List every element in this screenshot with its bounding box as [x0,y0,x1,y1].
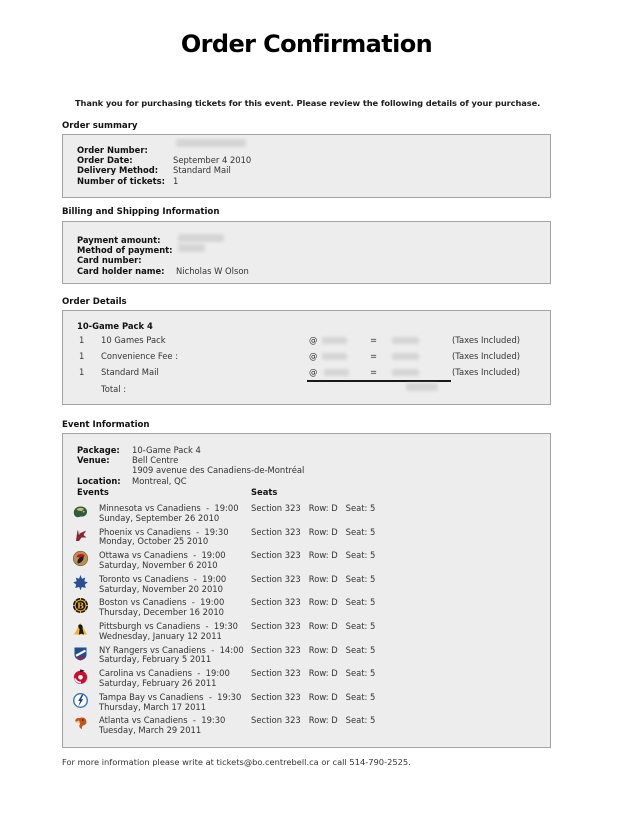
field-value: Montreal, QC [132,475,187,486]
event-date: Saturday, February 26 2011 [99,677,217,688]
ny-rangers-logo-icon [72,645,89,662]
field-label: Method of payment: [77,245,173,256]
event-date: Thursday, March 17 2011 [99,701,207,712]
event-title: Tampa Bay vs Canadiens - 19:30 [99,691,242,702]
event-title: Phoenix vs Canadiens - 19:30 [99,526,229,537]
card-holder-row [77,266,249,276]
billing-heading: Billing and Shipping Information [62,207,220,217]
minnesota-wild-logo-icon [72,503,89,520]
event-date: Sunday, September 26 2010 [99,512,220,523]
order-details-heading: Order Details [62,297,127,307]
taxes-note: (Taxes Included) [452,367,521,377]
billing-panel [62,221,551,284]
field-label: Venue: [77,455,110,466]
event-date: Monday, October 25 2010 [99,536,209,547]
event-title: Atlanta vs Canadiens - 19:30 [99,715,226,726]
event-date: Saturday, November 20 2010 [99,583,223,594]
toronto-maple-leafs-logo-icon [72,574,89,591]
order-item-row [63,351,550,361]
at-symbol: @ [309,367,318,377]
event-info-fields [77,445,304,486]
event-date: Saturday, November 6 2010 [99,559,218,570]
event-row [63,692,550,716]
event-seat: Section 323 Row: D Seat: 5 [251,620,376,631]
footer-contact-text: For more information please write at tickets@bo.centrebell.ca or call 514-790-2525. [62,757,411,767]
event-seat: Section 323 Row: D Seat: 5 [251,573,376,584]
ticket-count-row [77,176,251,186]
event-seat: Section 323 Row: D Seat: 5 [251,691,376,702]
field-label: Package: [77,445,120,455]
package-row [77,445,304,455]
event-row [63,715,550,739]
event-seat: Section 323 Row: D Seat: 5 [251,503,376,513]
item-qty: 1 [79,367,85,377]
event-title: Ottawa vs Canadiens - 19:00 [99,550,226,561]
field-value: September 4 2010 [173,155,252,166]
order-details-panel [62,310,551,405]
event-seat: Section 323 Row: D Seat: 5 [251,715,376,726]
equals-symbol: = [370,367,378,377]
redacted-price [392,353,419,360]
item-qty: 1 [79,335,85,345]
event-info-panel [62,433,551,748]
order-summary-fields [77,145,251,186]
order-summary-heading: Order summary [62,121,138,131]
carolina-hurricanes-logo-icon [72,668,89,685]
field-value: Nicholas W Olson [176,265,249,276]
package-title: 10-Game Pack 4 [77,321,153,331]
event-date: Wednesday, January 12 2011 [99,630,222,641]
event-info-heading: Event Information [62,420,150,430]
order-item-row [63,335,550,345]
events-list [63,503,550,739]
event-title: Pittsburgh vs Canadiens - 19:30 [99,620,239,631]
event-title: Toronto vs Canadiens - 19:00 [99,573,227,584]
order-date-row [77,155,251,165]
redacted-price [322,337,347,344]
intro-text: Thank you for purchasing tickets for this event. Please review the following details of your purchase. [75,98,541,108]
page-title: Order Confirmation [180,30,433,58]
event-title: Carolina vs Canadiens - 19:00 [99,668,230,679]
item-qty: 1 [79,351,85,361]
item-description: Standard Mail [101,367,159,377]
redacted-price [392,337,419,344]
event-row [63,550,550,574]
phoenix-coyotes-logo-icon [72,527,89,544]
redacted-price [322,353,347,360]
redacted-order-number [176,139,246,147]
field-label: Card number: [77,255,142,266]
at-symbol: @ [309,335,318,345]
item-description: Convenience Fee : [101,351,179,361]
item-description: 10 Games Pack [101,335,166,345]
tampa-bay-lightning-logo-icon [72,692,89,709]
event-row [63,597,550,621]
event-title: Boston vs Canadiens - 19:00 [99,597,225,608]
event-row [63,668,550,692]
event-row [63,527,550,551]
seats-column-header: Seats [251,487,278,497]
events-column-header: Events [77,487,109,497]
card-number-row [77,255,249,265]
field-label [77,465,132,475]
redacted-payment-method [178,244,205,252]
event-seat: Section 323 Row: D Seat: 5 [251,526,376,537]
boston-bruins-logo-icon [72,597,89,614]
equals-symbol: = [370,351,378,361]
venue-row [77,455,304,465]
event-row [63,645,550,669]
event-date: Tuesday, March 29 2011 [99,725,202,736]
redacted-total [406,383,438,391]
field-value: 1 [173,175,179,186]
svg-text:B: B [77,600,84,611]
event-seat: Section 323 Row: D Seat: 5 [251,644,376,655]
event-seat: Section 323 Row: D Seat: 5 [251,597,376,608]
atlanta-thrashers-logo-icon [72,715,89,732]
field-value: Bell Centre [132,455,179,466]
event-title: NY Rangers vs Canadiens - 14:00 [99,644,244,655]
payment-method-row [77,245,249,255]
ottawa-senators-logo-icon [72,550,89,567]
field-label: Order Date: [77,155,133,166]
location-row [77,476,304,486]
event-seat: Section 323 Row: D Seat: 5 [251,550,376,561]
field-label: Card holder name: [77,265,165,276]
redacted-payment-amount [178,234,224,242]
field-value: Standard Mail [173,165,231,176]
venue-address-row [77,465,304,475]
pittsburgh-penguins-logo-icon [72,621,89,638]
field-label: Number of tickets: [77,175,165,186]
field-value: 10-Game Pack 4 [132,445,201,455]
field-label: Delivery Method: [77,165,159,176]
event-date: Saturday, February 5 2011 [99,654,212,665]
event-title: Minnesota vs Canadiens - 19:00 [99,503,239,513]
event-date: Thursday, December 16 2010 [99,607,224,618]
taxes-note: (Taxes Included) [452,335,521,345]
event-row [63,574,550,598]
at-symbol: @ [309,351,318,361]
taxes-note: (Taxes Included) [452,351,521,361]
total-separator-line [307,380,451,382]
field-label: Location: [77,475,121,486]
delivery-method-row [77,165,251,175]
total-label: Total : [101,384,127,394]
event-row [63,503,550,527]
field-label: Payment amount: [77,235,161,245]
field-value: 1909 avenue des Canadiens-de-Montréal [132,465,305,476]
redacted-price [324,369,349,376]
event-seat: Section 323 Row: D Seat: 5 [251,668,376,679]
redacted-price [392,369,419,376]
order-summary-panel [62,134,551,198]
order-item-row [63,367,550,377]
event-row [63,621,550,645]
equals-symbol: = [370,335,378,345]
field-label: Order Number: [77,145,148,155]
